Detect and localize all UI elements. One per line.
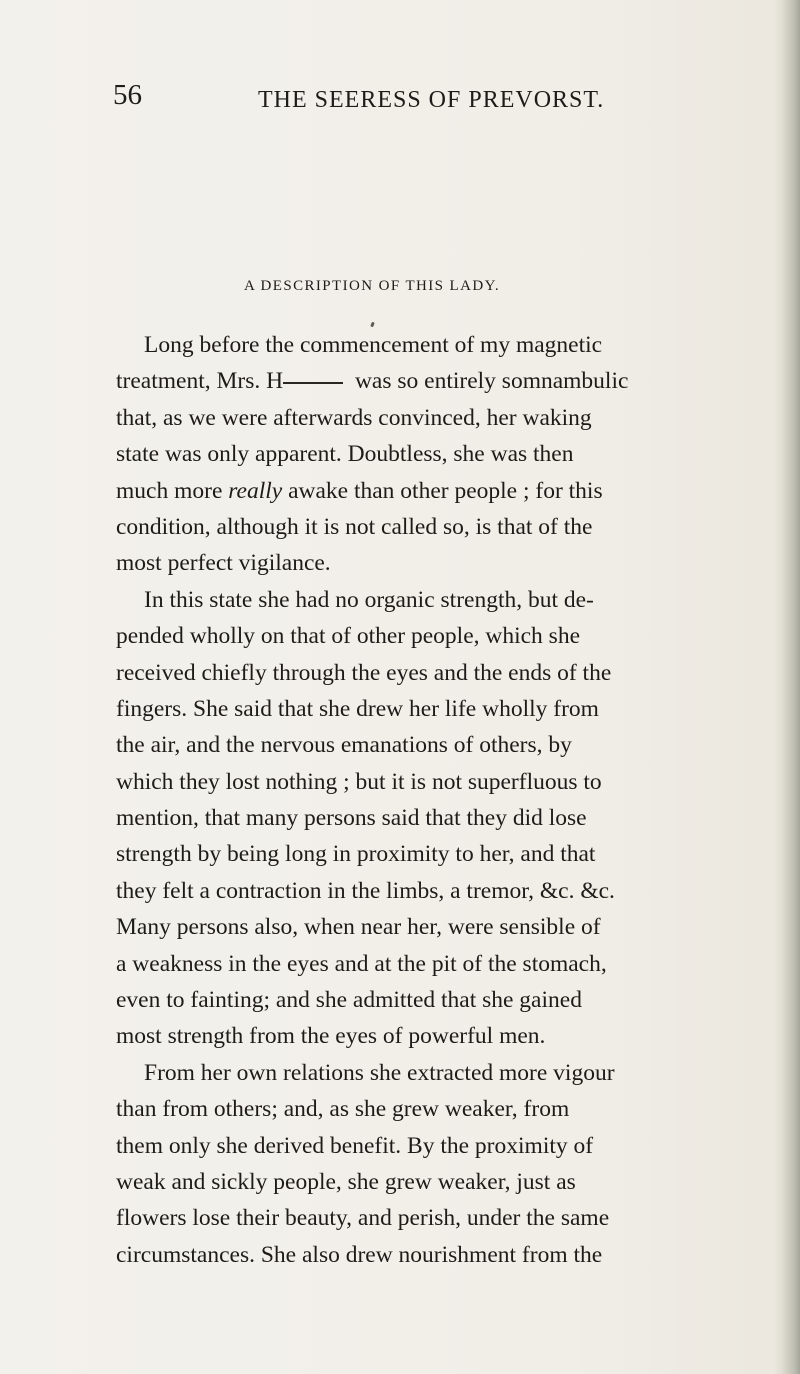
body-line: In this state she had no organic strength, but de- bbox=[144, 586, 594, 613]
body-line: than from others; and, as she grew weaker, from bbox=[116, 1096, 570, 1123]
body-line: which they lost nothing ; but it is not superfluous to bbox=[116, 768, 602, 795]
name-dash bbox=[283, 382, 343, 384]
body-line: pended wholly on that of other people, which she bbox=[116, 623, 581, 650]
body-line: circumstances. She also drew nourishment from the bbox=[116, 1241, 603, 1268]
body-line: From her own relations she extracted more vigour bbox=[144, 1059, 615, 1086]
body-text bbox=[116, 327, 764, 1273]
body-line: them only she derived benefit. By the proximity of bbox=[116, 1132, 594, 1159]
body-line: the air, and the nervous emanations of others, by bbox=[116, 732, 572, 759]
body-line-part: treatment, Mrs. H bbox=[116, 368, 284, 395]
body-line bbox=[116, 363, 764, 399]
body-line: a weakness in the eyes and at the pit of the stomach, bbox=[116, 950, 607, 977]
body-line: most strength from the eyes of powerful men. bbox=[116, 1023, 546, 1050]
body-line: that, as we were afterwards convinced, her waking bbox=[116, 404, 592, 431]
body-line: received chiefly through the eyes and the ends of the bbox=[116, 659, 612, 686]
body-line: Many persons also, when near her, were sensible of bbox=[116, 914, 601, 941]
body-line: flowers lose their beauty, and perish, under the same bbox=[116, 1205, 610, 1232]
body-line: fingers. She said that she drew her life wholly from bbox=[116, 695, 599, 722]
italic-word: really bbox=[228, 477, 283, 504]
body-line-part: awake than other people ; for this bbox=[282, 477, 603, 504]
body-line: they felt a contraction in the limbs, a tremor, &c. &c. bbox=[116, 877, 615, 904]
body-line: condition, although it is not called so, is that of the bbox=[116, 513, 593, 540]
section-title: A DESCRIPTION OF THIS LADY. bbox=[244, 278, 501, 294]
body-line: weak and sickly people, she grew weaker, just as bbox=[116, 1168, 576, 1195]
body-line bbox=[116, 473, 764, 509]
body-line: state was only apparent. Doubtless, she was then bbox=[116, 441, 574, 468]
body-line-part: was so entirely somnambulic bbox=[349, 368, 629, 395]
body-line: even to fainting; and she admitted that she gained bbox=[116, 987, 582, 1014]
body-line: strength by being long in proximity to her, and that bbox=[116, 841, 596, 868]
body-line: Long before the commencement of my magnetic bbox=[144, 332, 603, 358]
body-line: mention, that many persons said that they did lose bbox=[116, 805, 587, 832]
running-head: THE SEERESS OF PREVORST. bbox=[258, 87, 605, 113]
body-line: most perfect vigilance. bbox=[116, 550, 331, 577]
page-number: 56 bbox=[113, 79, 142, 111]
body-line-part: much more bbox=[116, 477, 229, 504]
page-edge-shadow bbox=[774, 0, 800, 1374]
